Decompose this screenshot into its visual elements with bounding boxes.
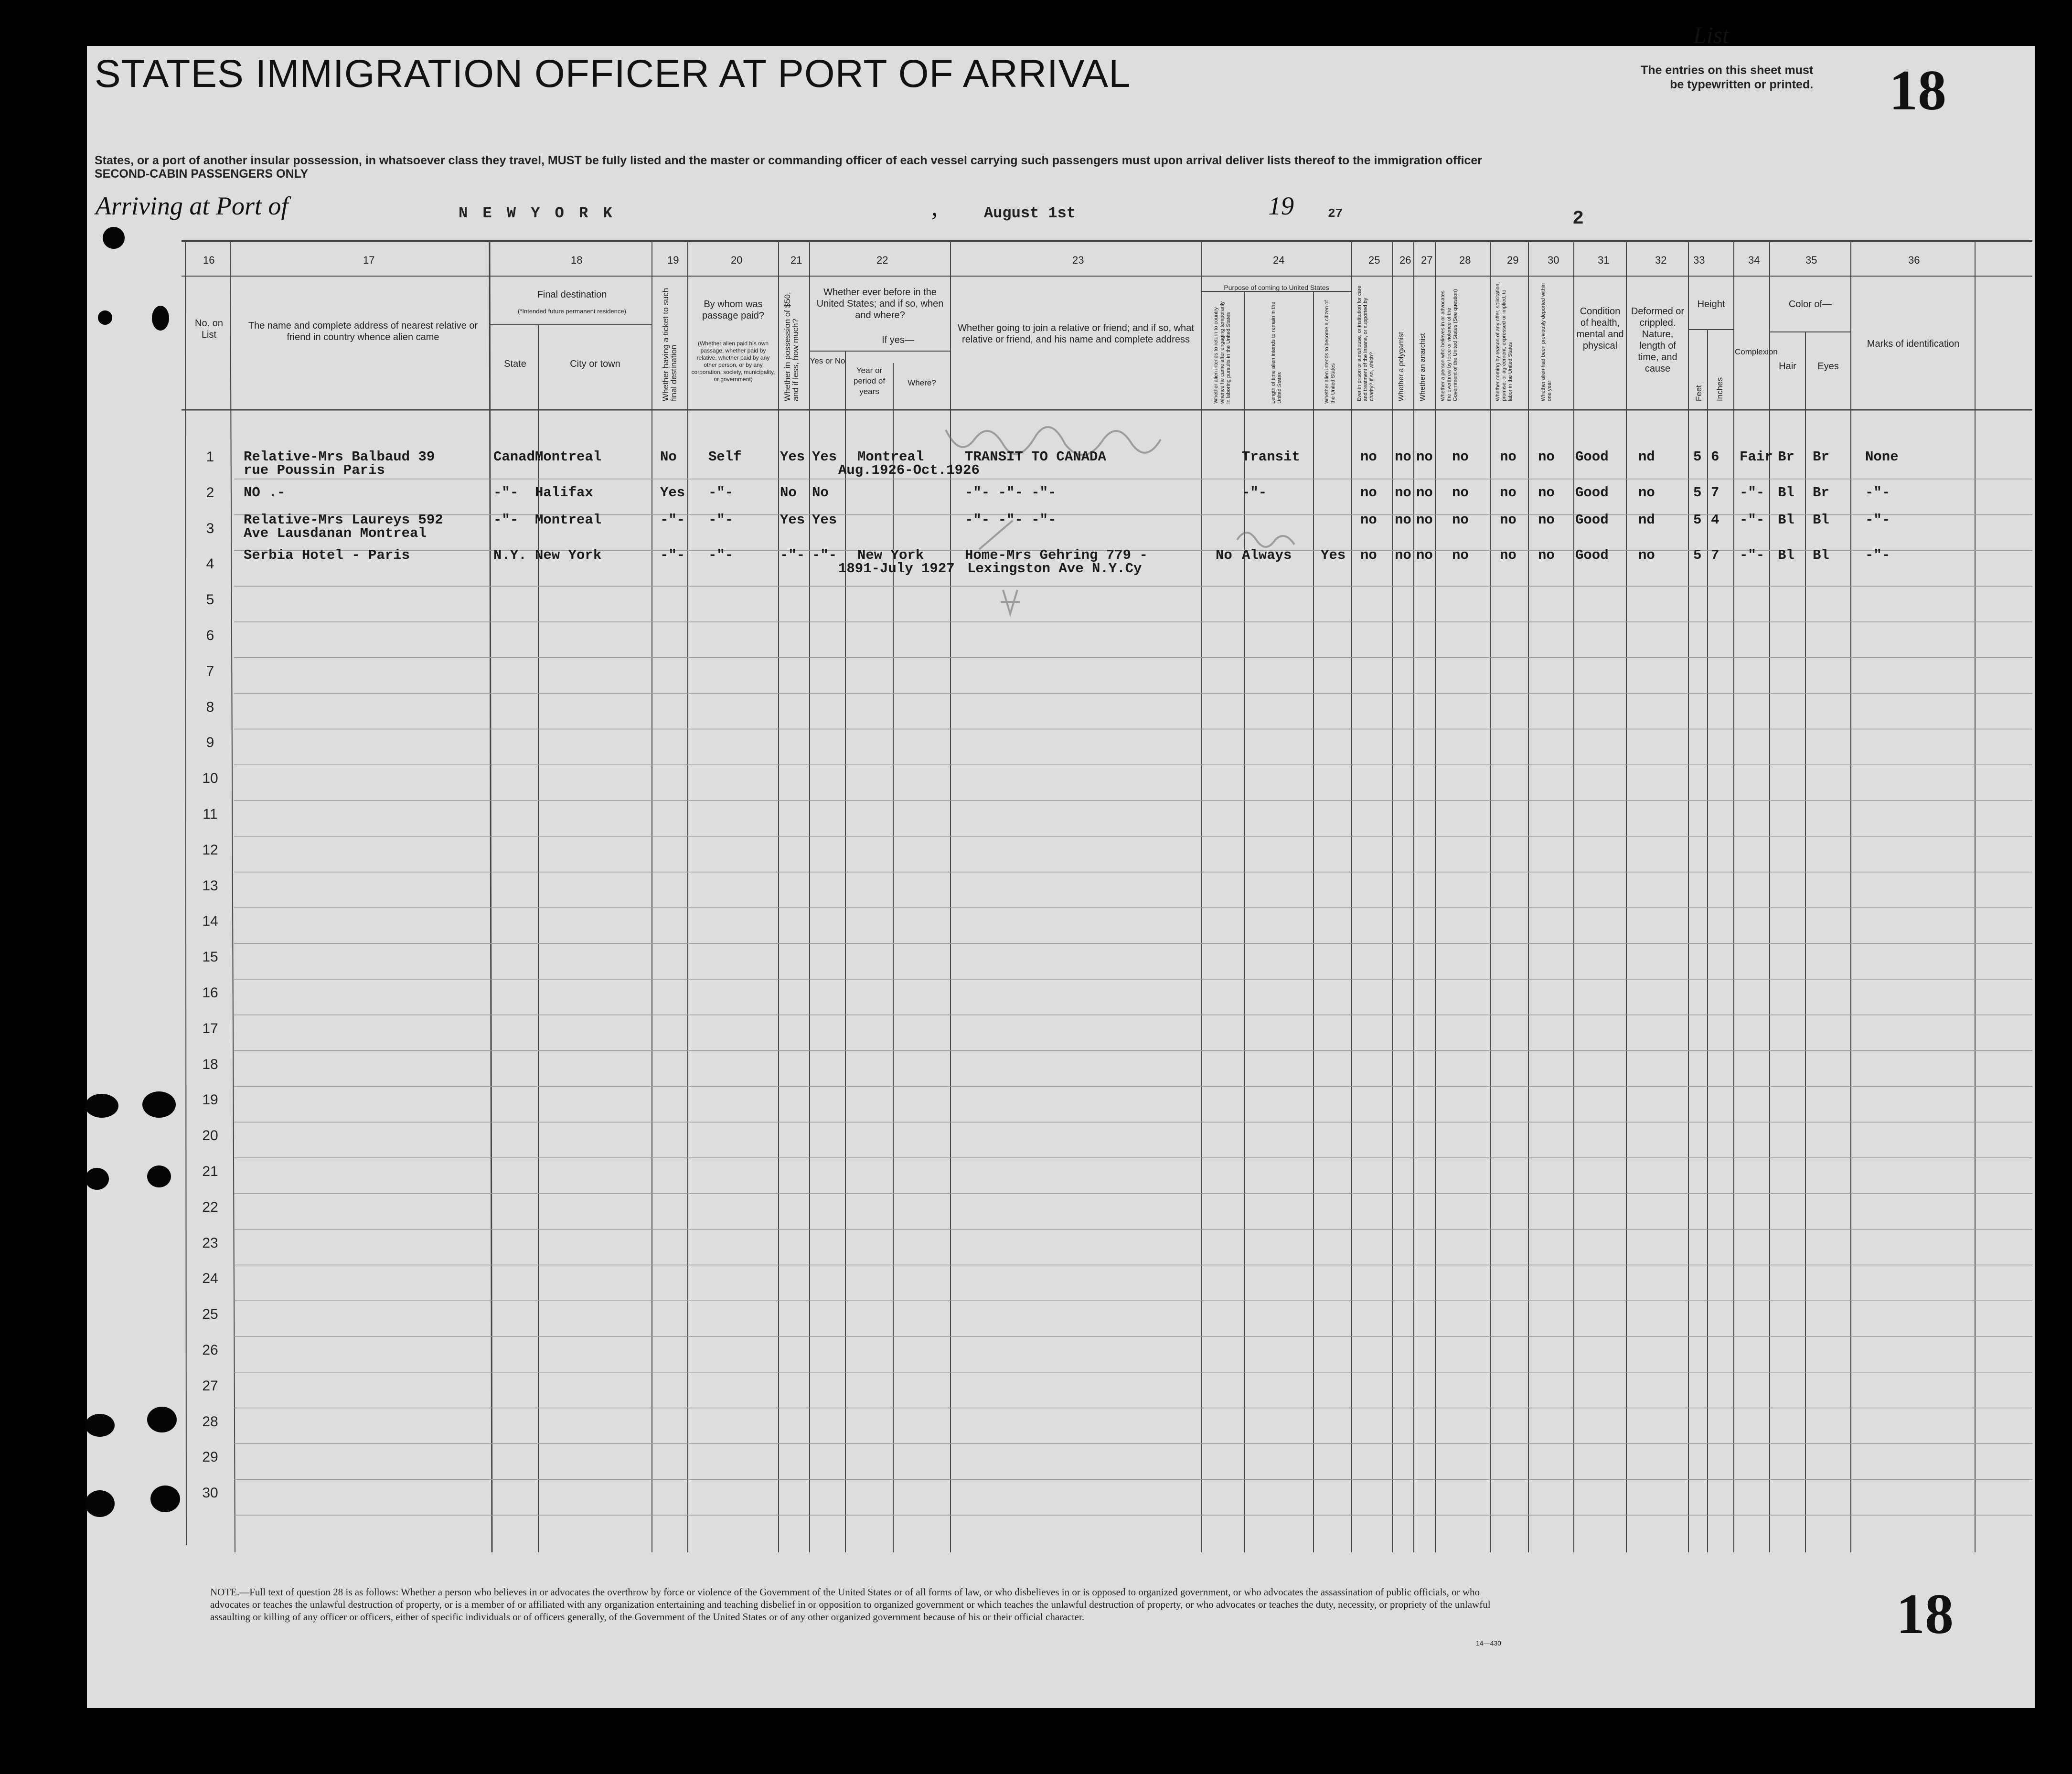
row-number: 10 bbox=[202, 770, 218, 787]
sheet-extra: 2 bbox=[1572, 208, 1584, 230]
header-q28: Whether a person who believes in or advocates the overthrow by force or violence of the Government of the United States (See question) bbox=[1440, 289, 1458, 401]
entry-q29: no bbox=[1500, 484, 1517, 501]
entry-hair: Bl bbox=[1778, 484, 1794, 501]
entry-q25: no bbox=[1360, 449, 1377, 465]
header-anarchist: Whether an anarchist bbox=[1419, 333, 1427, 401]
header-no-on-list: No. on List bbox=[195, 318, 223, 340]
entry-years: New York bbox=[857, 547, 924, 564]
header-inches: Inches bbox=[1715, 377, 1724, 401]
entry-state: -"- bbox=[493, 484, 519, 501]
date-value: August 1st bbox=[984, 204, 1076, 222]
entry-paid: Self bbox=[708, 449, 742, 465]
entry-join: Home-Mrs Gehring 779 - bbox=[965, 547, 1148, 564]
entry-health: Good bbox=[1575, 484, 1609, 501]
entry-deformed: no bbox=[1638, 484, 1655, 501]
entry-join: -"- -"- -"- bbox=[965, 512, 1057, 528]
punch-hole bbox=[142, 1091, 176, 1118]
page-number: 18 bbox=[1896, 1582, 1954, 1646]
class-text: SECOND-CABIN PASSENGERS ONLY bbox=[95, 167, 309, 181]
entry-q28: no bbox=[1452, 449, 1469, 465]
row-number: 25 bbox=[202, 1306, 218, 1323]
entry-feet: 5 bbox=[1693, 512, 1702, 528]
entry-q27: no bbox=[1416, 449, 1433, 465]
header-deformed: Deformed or crippled. Nature, length of time, and cause bbox=[1631, 306, 1685, 374]
entry-fifty: No bbox=[780, 484, 797, 501]
entry-inches: 7 bbox=[1711, 484, 1720, 501]
entry-paid: -"- bbox=[708, 547, 734, 564]
column-number: 16 bbox=[203, 254, 215, 266]
entry-before: Yes bbox=[812, 449, 837, 465]
arriving-label: Arriving at Port of bbox=[96, 192, 288, 220]
entry-q27: no bbox=[1416, 512, 1433, 528]
entry-feet: 5 bbox=[1693, 547, 1702, 564]
entry-relative: Relative-Mrs Balbaud 39 bbox=[244, 449, 435, 465]
header-ticket: Whether having a ticket to such final destination bbox=[661, 288, 678, 401]
entry-health: Good bbox=[1575, 547, 1609, 564]
header-join-relative: Whether going to join a relative or friend; and if so, what relative or friend, and his name and complete address bbox=[958, 323, 1194, 345]
form-number: 14—430 bbox=[1476, 1639, 1501, 1647]
list-label: List bbox=[1693, 21, 1730, 48]
entry-deformed: no bbox=[1638, 547, 1655, 564]
column-number: 21 bbox=[790, 254, 802, 266]
header-where: Where? bbox=[908, 378, 936, 387]
column-number: 17 bbox=[363, 254, 375, 266]
header-possession-50: Whether in possession of $50, and if less, how much? bbox=[783, 292, 800, 401]
page-title: STATES IMMIGRATION OFFICER AT PORT OF ARRIVAL bbox=[95, 52, 1131, 96]
entry-city: New York bbox=[535, 547, 602, 564]
punch-hole bbox=[85, 1168, 109, 1190]
row-number: 18 bbox=[202, 1056, 218, 1072]
entry-city: Montreal bbox=[535, 512, 602, 528]
column-number: 27 bbox=[1421, 254, 1433, 266]
entry-purpose-b: Always bbox=[1242, 547, 1292, 564]
entry-ticket: -"- bbox=[660, 512, 685, 528]
punch-hole bbox=[85, 1490, 115, 1517]
entry-city: Montreal bbox=[535, 449, 602, 465]
entry-q28: no bbox=[1452, 547, 1469, 564]
entry-q27: no bbox=[1416, 484, 1433, 501]
row-number: 7 bbox=[206, 663, 214, 679]
entry-hair: Bl bbox=[1778, 547, 1794, 564]
entry-relative: Relative-Mrs Laureys 592 bbox=[244, 512, 443, 528]
entry-ticket: Yes bbox=[660, 484, 685, 501]
entry-marks: -"- bbox=[1865, 484, 1890, 501]
entry-years2: 1891-July 1927 bbox=[838, 561, 955, 577]
entry-state: Canad. bbox=[493, 449, 544, 465]
entry-join: -"- -"- -"- bbox=[965, 484, 1057, 501]
row-number: 1 bbox=[206, 449, 214, 465]
column-number: 32 bbox=[1655, 254, 1667, 266]
header-health: Condition of health, mental and physical bbox=[1576, 306, 1624, 351]
entry-relative: NO .- bbox=[244, 484, 286, 501]
column-number: 34 bbox=[1748, 254, 1760, 266]
entry-ticket: No bbox=[660, 449, 677, 465]
row-number: 23 bbox=[202, 1235, 218, 1251]
entries-note-line-1: The entries on this sheet must bbox=[1641, 64, 1814, 77]
header-color-of: Color of— bbox=[1788, 299, 1832, 310]
entry-before: -"- bbox=[812, 547, 837, 564]
header-ever-before: Whether ever before in the United States; and if so, when and where? bbox=[816, 287, 944, 321]
header-purpose: Purpose of coming to United States bbox=[1224, 284, 1329, 291]
entry-marks: -"- bbox=[1865, 547, 1890, 564]
entry-fifty: -"- bbox=[780, 547, 805, 564]
instruction-text: States, or a port of another insular possession, in whatsoever class they travel, MUST be fully listed and the master or commanding officer of each vessel carrying such passengers must upon arrival deliver lists thereof to the immigration officer bbox=[95, 154, 1482, 167]
entry-purpose-b: Transit bbox=[1242, 449, 1300, 465]
punch-hole bbox=[103, 227, 125, 249]
footnote: NOTE.—Full text of question 28 is as follows: Whether a person who believes in or advocates the overthrow by force or violence of the Government of the United States or of all forms of law, or who disbelieves in or is opposed to organized government, or who advocates the assassination of public officials, or who advocates or teaches the unlawful destruction of property, or is a member of or affiliated with any organization entertaining and teaching disbelief in or opposition to organized government or which teaches the unlawful destruction of property, or who advocates or teaches the duty, necessity, or propriety of the unlawful assaulting or killing of any officer or officers, either of specific individuals or of officers generally, of the Government of the United States or of any other organized government because of his or their official character. bbox=[210, 1586, 1491, 1623]
header-q29: Whether coming by reason of any offer, solicitation, promise, or agreement, expressed or implied, to labor in the United States bbox=[1495, 282, 1513, 401]
row-number: 17 bbox=[202, 1020, 218, 1037]
header-feet: Feet bbox=[1694, 385, 1703, 401]
entry-q26: no bbox=[1395, 512, 1411, 528]
entry-inches: 6 bbox=[1711, 449, 1720, 465]
row-number: 14 bbox=[202, 913, 218, 930]
row-number: 5 bbox=[206, 592, 214, 608]
entry-complexion: -"- bbox=[1740, 547, 1765, 564]
year-prefix: 19 bbox=[1268, 192, 1294, 220]
entry-years2: Aug.1926-Oct.1926 bbox=[838, 462, 980, 478]
row-number: 30 bbox=[202, 1485, 218, 1501]
row-number: 15 bbox=[202, 949, 218, 965]
column-number: 25 bbox=[1368, 254, 1380, 266]
entry-hair: Br bbox=[1778, 449, 1794, 465]
header-hair: Hair bbox=[1779, 361, 1796, 372]
header-purpose-c: Whether alien intends to become a citizen of the United States bbox=[1324, 300, 1336, 404]
header-marks: Marks of identification bbox=[1867, 339, 1960, 349]
header-by-whom-note: (Whether alien paid his own passage, whether paid by relative, whether paid by any other person, or by any corporation, society, municipality, or government) bbox=[691, 340, 775, 383]
entry-q26: no bbox=[1395, 484, 1411, 501]
row-number: 19 bbox=[202, 1092, 218, 1108]
entry-complexion: -"- bbox=[1740, 512, 1765, 528]
entry-marks: -"- bbox=[1865, 512, 1890, 528]
header-yes-or-no: Yes or No bbox=[810, 356, 845, 365]
punch-hole bbox=[147, 1407, 177, 1432]
entry-q30: no bbox=[1538, 449, 1555, 465]
entry-relative: Serbia Hotel - Paris bbox=[244, 547, 410, 564]
header-year-period: Year or period of years bbox=[853, 366, 886, 396]
entry-join: TRANSIT TO CANADA bbox=[965, 449, 1106, 465]
header-prison: Ever in prison or almshouse, or institution for care and treatment of the insane, or supported by charity? If so, which? bbox=[1356, 285, 1375, 401]
row-number: 29 bbox=[202, 1449, 218, 1465]
row-number: 27 bbox=[202, 1378, 218, 1394]
entry-q30: no bbox=[1538, 512, 1555, 528]
entry-q29: no bbox=[1500, 512, 1517, 528]
header-final-destination-note: (*Intended future permanent residence) bbox=[518, 308, 626, 315]
entry-fifty: Yes bbox=[780, 512, 805, 528]
row-number: 6 bbox=[206, 628, 214, 643]
comma-sep: , bbox=[931, 192, 938, 221]
entry-purpose-b: -"- bbox=[1242, 484, 1267, 501]
port-value: N E W Y O R K bbox=[459, 204, 615, 222]
entry-relative2: rue Poussin Paris bbox=[244, 462, 385, 478]
entry-ticket: -"- bbox=[660, 547, 685, 564]
punch-hole bbox=[98, 310, 112, 325]
entry-complexion: Fair bbox=[1740, 449, 1773, 465]
header-state: State bbox=[504, 359, 526, 369]
header-complexion: Complexion bbox=[1735, 347, 1778, 356]
entry-paid: -"- bbox=[708, 484, 734, 501]
row-number: 24 bbox=[202, 1271, 218, 1287]
header-purpose-a: Whether alien intends to return to country whence he came after engaging temporarily in laboring pursuits in the United States bbox=[1213, 301, 1231, 404]
punch-hole bbox=[85, 1414, 115, 1437]
column-number: 23 bbox=[1072, 254, 1084, 266]
entry-q27: no bbox=[1416, 547, 1433, 564]
punch-hole bbox=[150, 1485, 180, 1512]
entry-before: Yes bbox=[812, 512, 837, 528]
row-number: 22 bbox=[202, 1199, 218, 1215]
row-number: 16 bbox=[202, 985, 218, 1001]
entry-purpose-c: Yes bbox=[1321, 547, 1346, 564]
entry-feet: 5 bbox=[1693, 484, 1702, 501]
entry-health: Good bbox=[1575, 512, 1609, 528]
column-number: 35 bbox=[1805, 254, 1817, 266]
header-nearest-relative: The name and complete address of nearest relative or friend in country whence alien came bbox=[248, 321, 478, 342]
entry-q30: no bbox=[1538, 484, 1555, 501]
header-height: Height bbox=[1697, 299, 1725, 310]
entry-q29: no bbox=[1500, 547, 1517, 564]
entry-q25: no bbox=[1360, 484, 1377, 501]
entry-state: -"- bbox=[493, 512, 519, 528]
entry-q25: no bbox=[1360, 547, 1377, 564]
column-number: 19 bbox=[667, 254, 679, 266]
entry-q30: no bbox=[1538, 547, 1555, 564]
column-number: 22 bbox=[876, 254, 888, 266]
entry-health: Good bbox=[1575, 449, 1609, 465]
column-number: 24 bbox=[1273, 254, 1285, 266]
column-number: 30 bbox=[1548, 254, 1559, 266]
entry-q28: no bbox=[1452, 484, 1469, 501]
entry-eyes: Br bbox=[1813, 449, 1829, 465]
entry-complexion: -"- bbox=[1740, 484, 1765, 501]
row-number: 8 bbox=[206, 699, 214, 715]
list-number: 18 bbox=[1889, 58, 1946, 122]
punch-hole bbox=[147, 1165, 171, 1187]
punch-hole bbox=[152, 306, 169, 331]
column-number: 26 bbox=[1399, 254, 1411, 266]
entry-hair: Bl bbox=[1778, 512, 1794, 528]
row-number: 11 bbox=[203, 806, 218, 822]
entries-note-line-2: be typewritten or printed. bbox=[1670, 78, 1814, 91]
entry-marks: None bbox=[1865, 449, 1899, 465]
entry-deformed: nd bbox=[1638, 449, 1655, 465]
row-number: 28 bbox=[202, 1413, 218, 1430]
column-number: 18 bbox=[571, 254, 583, 266]
column-number: 29 bbox=[1507, 254, 1519, 266]
entry-city: Halifax bbox=[535, 484, 593, 501]
entry-q26: no bbox=[1395, 547, 1411, 564]
entry-eyes: Bl bbox=[1813, 512, 1829, 528]
entry-years: Montreal bbox=[857, 449, 924, 465]
column-number: 31 bbox=[1598, 254, 1610, 266]
entry-eyes: Br bbox=[1813, 484, 1829, 501]
column-number: 33 bbox=[1693, 254, 1705, 266]
column-number: 28 bbox=[1459, 254, 1471, 266]
row-number: 20 bbox=[202, 1128, 218, 1144]
row-number: 9 bbox=[206, 735, 214, 751]
row-number: 12 bbox=[202, 842, 218, 858]
header-final-destination: Final destination bbox=[537, 289, 607, 300]
entry-purpose-a: No bbox=[1216, 547, 1232, 564]
entry-inches: 4 bbox=[1711, 512, 1720, 528]
punch-hole bbox=[85, 1094, 118, 1118]
header-if-yes: If yes— bbox=[882, 335, 914, 345]
row-number: 2 bbox=[206, 484, 214, 501]
entry-eyes: Bl bbox=[1813, 547, 1829, 564]
row-number: 3 bbox=[206, 520, 214, 536]
row-number: 13 bbox=[202, 877, 218, 894]
row-number: 21 bbox=[202, 1164, 218, 1179]
row-number: 26 bbox=[202, 1342, 218, 1358]
entry-paid: -"- bbox=[708, 512, 734, 528]
entry-relative2: Ave Lausdanan Montreal bbox=[244, 525, 427, 541]
header-eyes: Eyes bbox=[1817, 361, 1839, 372]
entry-state: N.Y. bbox=[493, 547, 527, 564]
entry-inches: 7 bbox=[1711, 547, 1720, 564]
header-purpose-b: Length of time alien intends to remain in the United States bbox=[1271, 301, 1282, 404]
entry-q28: no bbox=[1452, 512, 1469, 528]
header-by-whom: By whom was passage paid? bbox=[702, 299, 765, 321]
entry-join2: Lexingston Ave N.Y.Cy bbox=[967, 561, 1142, 577]
header-city: City or town bbox=[570, 359, 620, 369]
column-number: 20 bbox=[731, 254, 743, 266]
entry-q29: no bbox=[1500, 449, 1517, 465]
header-q30: Whether alien had been previously deported within one year bbox=[1540, 283, 1552, 401]
entry-q25: no bbox=[1360, 512, 1377, 528]
column-number: 36 bbox=[1908, 254, 1920, 266]
entry-feet: 5 bbox=[1693, 449, 1702, 465]
entry-fifty: Yes bbox=[780, 449, 805, 465]
year-suffix: 27 bbox=[1328, 206, 1343, 221]
entry-deformed: nd bbox=[1638, 512, 1655, 528]
row-number: 4 bbox=[206, 556, 214, 572]
entry-before: No bbox=[812, 484, 829, 501]
header-polygamist: Whether a polygamist bbox=[1397, 331, 1405, 401]
entry-q26: no bbox=[1395, 449, 1411, 465]
